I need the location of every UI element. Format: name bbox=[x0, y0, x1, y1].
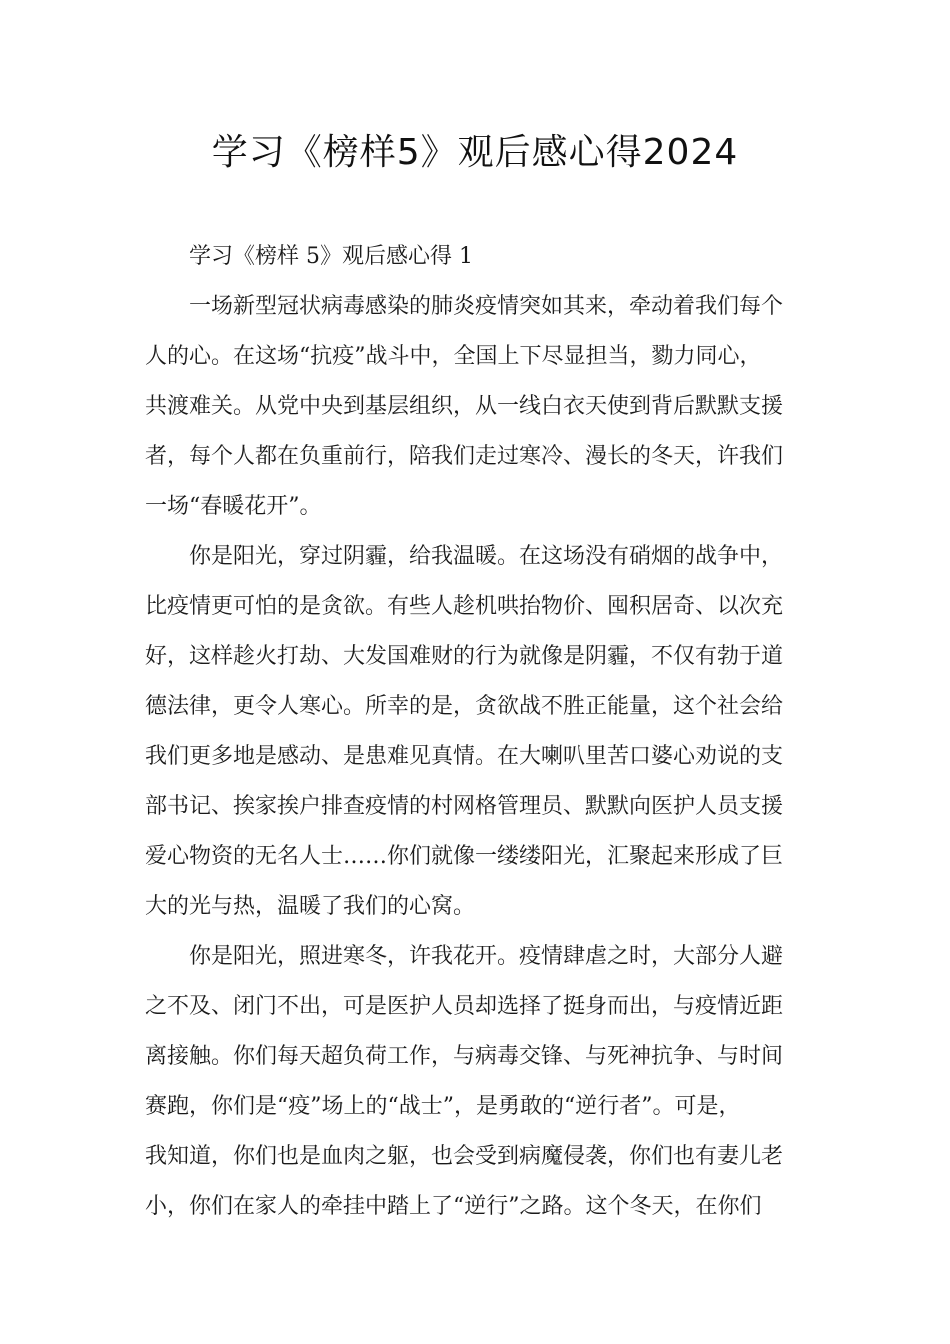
paragraph-line: 之不及、闭门不出，可是医护人员却选择了挺身而出，与疫情近距 bbox=[145, 994, 784, 1019]
paragraph-line: 你是阳光，穿过阴霾，给我温暖。在这场没有硝烟的战争中， bbox=[189, 544, 784, 569]
paragraph-line: 部书记、挨家挨户排查疫情的村网格管理员、默默向医护人员支援 bbox=[145, 794, 784, 819]
paragraph-line: 小，你们在家人的牵挂中踏上了“逆行”之路。这个冬天，在你们 bbox=[145, 1194, 762, 1219]
document-body bbox=[145, 232, 811, 1232]
paragraph-line: 好，这样趁火打劫、大发国难财的行为就像是阴霾，不仅有勃于道 bbox=[145, 644, 784, 669]
paragraph-line: 赛跑，你们是“疫”场上的“战士”，是勇敢的“逆行者”。可是， bbox=[145, 1094, 741, 1119]
paragraph-line: 大的光与热，温暖了我们的心窝。 bbox=[145, 894, 476, 919]
paragraph-line: 爱心物资的无名人士……你们就像一缕缕阳光，汇聚起来形成了巨 bbox=[145, 844, 784, 869]
paragraph-line: 你是阳光，照进寒冬，许我花开。疫情肆虐之时，大部分人避 bbox=[189, 944, 784, 969]
paragraph-line: 比疫情更可怕的是贪欲。有些人趁机哄抬物价、囤积居奇、以次充 bbox=[145, 594, 784, 619]
section-subtitle: 学习《榜样 5》观后感心得 1 bbox=[189, 244, 473, 269]
paragraph-line: 人的心。在这场“抗疫”战斗中，全国上下尽显担当，勠力同心， bbox=[145, 344, 762, 369]
paragraph-line: 一场“春暖花开”。 bbox=[145, 494, 322, 519]
paragraph bbox=[145, 532, 811, 932]
paragraph-line: 一场新型冠状病毒感染的肺炎疫情突如其来，牵动着我们每个 bbox=[189, 294, 784, 319]
paragraph-line: 离接触。你们每天超负荷工作，与病毒交锋、与死神抗争、与时间 bbox=[145, 1044, 784, 1069]
paragraph-line: 者，每个人都在负重前行，陪我们走过寒冷、漫长的冬天，许我们 bbox=[145, 444, 784, 469]
paragraph-line: 德法律，更令人寒心。所幸的是，贪欲战不胜正能量，这个社会给 bbox=[145, 694, 784, 719]
paragraph-line: 我知道，你们也是血肉之躯，也会受到病魔侵袭，你们也有妻儿老 bbox=[145, 1144, 784, 1169]
paragraph bbox=[145, 932, 811, 1232]
paragraph bbox=[145, 282, 811, 532]
paragraph-line: 共渡难关。从党中央到基层组织，从一线白衣天使到背后默默支援 bbox=[145, 394, 784, 419]
paragraph-line: 我们更多地是感动、是患难见真情。在大喇叭里苦口婆心劝说的支 bbox=[145, 744, 784, 769]
document-title: 学习《榜样5》观后感心得2024 bbox=[211, 132, 739, 173]
